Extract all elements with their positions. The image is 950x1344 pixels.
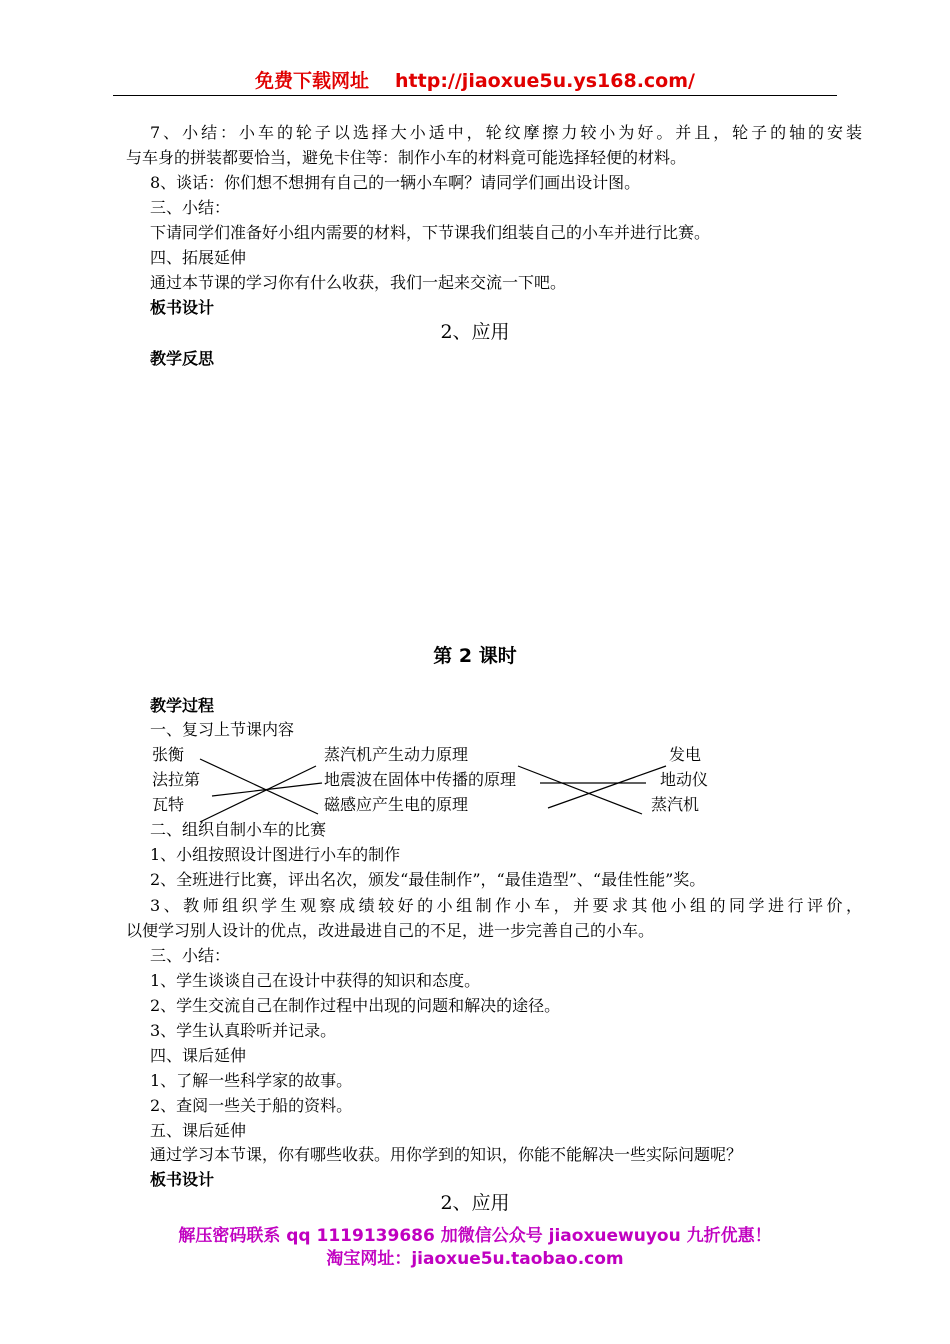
match-mid-item: 蒸汽机产生动力原理 <box>324 745 469 764</box>
contest-item-2: 2、全班进行比赛，评出名次，颁发“最佳制作”，“最佳造型”、“最佳性能”奖。 <box>150 870 706 889</box>
match-left-item: 法拉第 <box>152 770 201 789</box>
post-class-section-title: 五、课后延伸 <box>150 1121 247 1140</box>
contest-item-3-line1: 3、教师组织学生观察成绩较好的小组制作小车，并要求其他小组的同学进行评价， <box>150 896 862 915</box>
match-right-item: 发电 <box>669 745 702 764</box>
board-design-label: 板书设计 <box>150 1170 215 1189</box>
section-3-title: 三、小结： <box>150 198 231 217</box>
post-class-text: 通过学习本节课，你有哪些收获。用你学到的知识，你能不能解决一些实际问题呢？ <box>150 1145 743 1164</box>
lesson-title: 第 2 课时 <box>433 645 517 667</box>
match-right-item: 蒸汽机 <box>651 795 700 814</box>
header-url-link[interactable]: http://jiaoxue5u.ys168.com/ <box>395 70 695 92</box>
footer-contact-line: 解压密码联系 qq 1119139686 加微信公众号 jiaoxuewuyou 九折优惠！ <box>178 1226 772 1246</box>
match-line <box>200 759 318 814</box>
section-4-text: 通过本节课的学习你有什么收获，我们一起来交流一下吧。 <box>150 273 567 292</box>
summary-section-title: 三、小结： <box>150 946 231 965</box>
contest-section-title: 二、组织自制小车的比赛 <box>150 820 327 839</box>
contest-item-1: 1、小组按照设计图进行小车的制作 <box>150 845 401 864</box>
board-design-title: 2、应用 <box>440 1192 510 1214</box>
review-section-title: 一、复习上节课内容 <box>150 720 295 739</box>
paragraph-8: 8、谈话：你们想不想拥有自己的一辆小车啊？请同学们画出设计图。 <box>150 173 641 192</box>
match-line <box>200 766 316 822</box>
extension-item-1: 1、了解一些科学家的故事。 <box>150 1071 353 1090</box>
paragraph-7-line1: 7、小结：小车的轮子以选择大小适中，轮纹摩擦力较小为好。并且，轮子的轴的安装 <box>150 123 862 142</box>
summary-item-1: 1、学生谈谈自己在设计中获得的知识和态度。 <box>150 971 481 990</box>
match-mid-item: 地震波在固体中传播的原理 <box>324 770 517 789</box>
footer-shop-link[interactable]: 淘宝网址：jiaoxue5u.taobao.com <box>326 1249 624 1269</box>
section-4-title: 四、拓展延伸 <box>150 248 247 267</box>
header-site-label: 免费下载网址 <box>255 70 370 92</box>
match-line <box>548 766 666 808</box>
contest-item-3-line2: 以便学习别人设计的优点，改进最进自己的不足，进一步完善自己的小车。 <box>126 921 655 940</box>
summary-item-3: 3、学生认真聆听并记录。 <box>150 1021 337 1040</box>
match-line <box>212 783 322 796</box>
match-right-item: 地动仪 <box>660 770 709 789</box>
board-design-label: 板书设计 <box>150 298 215 317</box>
board-design-title: 2、应用 <box>440 321 510 343</box>
match-left-item: 瓦特 <box>152 795 185 814</box>
match-left-item: 张衡 <box>152 745 185 764</box>
teaching-process-label: 教学过程 <box>150 696 215 715</box>
match-mid-item: 磁感应产生电的原理 <box>324 795 469 814</box>
teaching-reflection-label: 教学反思 <box>150 349 215 368</box>
extension-item-2: 2、查阅一些关于船的资料。 <box>150 1096 353 1115</box>
match-line <box>518 766 642 814</box>
paragraph-7-line2: 与车身的拼装都要恰当，避免卡住等：制作小车的材料竟可能选择轻便的材料。 <box>126 148 687 167</box>
section-3-text: 下请同学们准备好小组内需要的材料，下节课我们组装自己的小车并进行比赛。 <box>150 223 711 242</box>
extension-section-title: 四、课后延伸 <box>150 1046 247 1065</box>
summary-item-2: 2、学生交流自己在制作过程中出现的问题和解决的途径。 <box>150 996 561 1015</box>
